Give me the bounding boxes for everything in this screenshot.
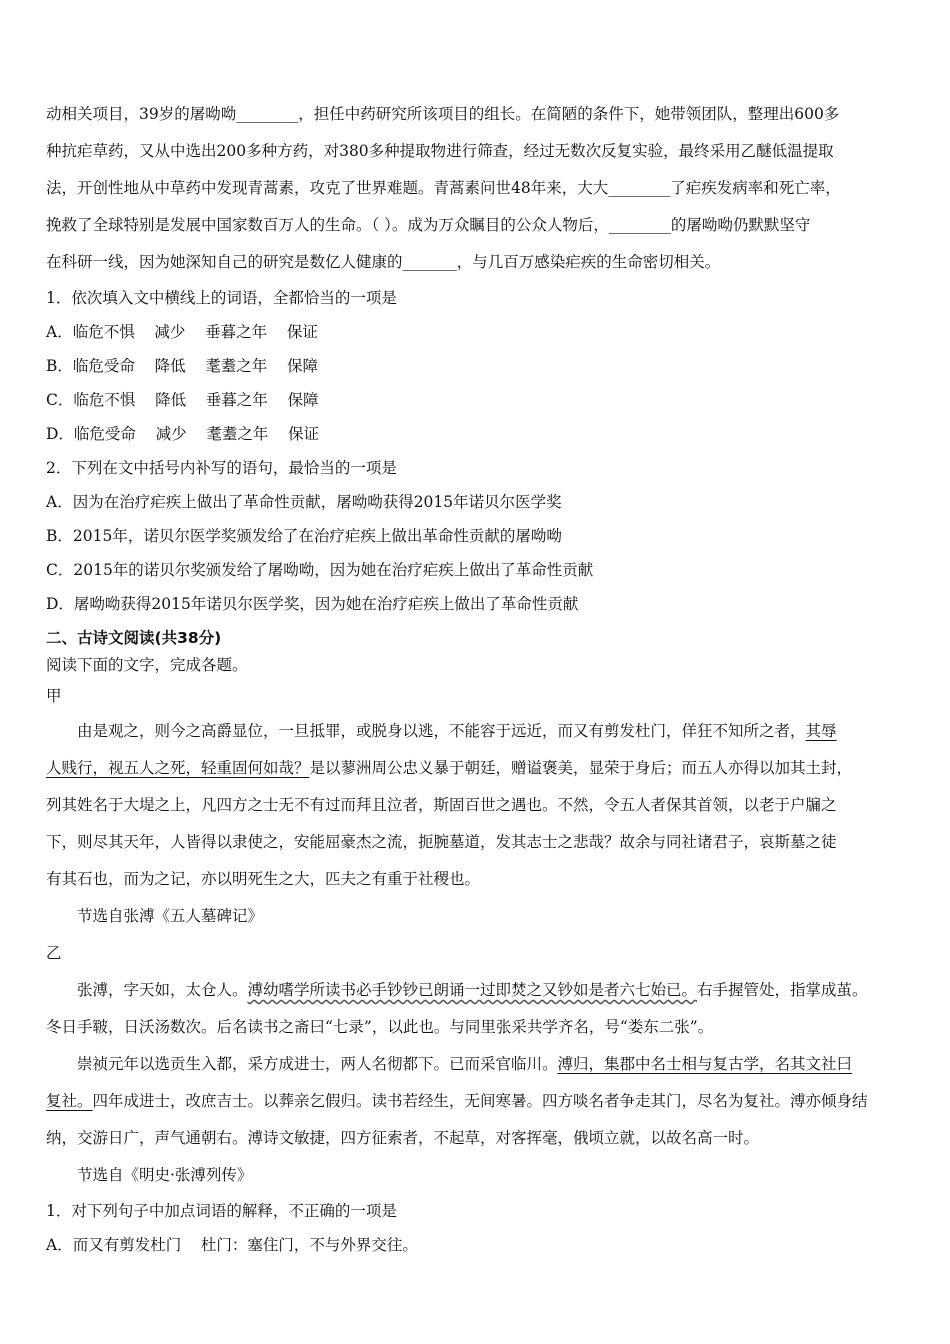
passage-line: 崇祯元年以选贡生入都，采方成进士，两人名彻都下。已而采官临川。溥归，集郡中名士相与复古学，名其文社曰 (77, 1055, 853, 1073)
classical-passage-jia (46, 713, 912, 935)
passage-line: 纳，交游日广，声气通朝右。溥诗文敏捷，四方征索者，不起草，对客挥毫，俄顷立就，以故名高一时。 (46, 1129, 760, 1147)
question-stem: 1．依次填入文中横线上的词语，全都恰当的一项是 (46, 289, 397, 307)
underlined-sentence: 人贱行，视五人之死，轻重固何如哉？ (46, 759, 310, 777)
question-stem: 1．对下列句子中加点词语的解释，不正确的一项是 (46, 1202, 397, 1220)
document-page (46, 96, 912, 1262)
option-c: C．2015年的诺贝尔奖颁发给了屠呦呦，因为她在治疗疟疾上做出了革命性贡献 (46, 561, 594, 579)
underlined-sentence: 复社。 (46, 1092, 93, 1110)
option-a: A．临危不惧 减少 垂暮之年 保证 (46, 323, 318, 341)
underlined-sentence: 其辱 (805, 722, 837, 740)
source-citation: 节选自张溥《五人墓碑记》 (77, 907, 264, 925)
passage-line: 冬日手皲，日沃汤数次。后名读书之斋曰“七录”，以此也。与同里张采共学齐名，号“娄东二张”。 (46, 1018, 714, 1036)
wavy-underlined-sentence: 溥幼嗜学所读书必手钞钞已朗诵一过即焚之又钞如是者六七始已。 (247, 981, 698, 999)
passage-line: 挽救了全球特别是发展中国家数百万人的生命。（ ）。成为万众瞩目的公众人物后，________的屠呦呦仍默默坚守 (46, 216, 811, 234)
question-2 (46, 451, 912, 621)
passage-line: 下，则尽其天年，人皆得以隶使之，安能屈豪杰之流，扼腕墓道，发其志士之悲哉？故余与同社诸君子，哀斯墓之徒 (46, 833, 837, 851)
passage-line: 动相关项目，39岁的屠呦呦________，担任中药研究所该项目的组长。在简陋的条件下，她带领团队，整理出600多 (46, 105, 840, 123)
passage-line: 在科研一线，因为她深知自己的研究是数亿人健康的_______，与几百万感染疟疾的生命密切相关。 (46, 253, 721, 271)
option-c: C．临危不惧 降低 垂暮之年 保障 (46, 391, 319, 409)
option-b: B．2015年，诺贝尔医学奖颁发给了在治疗疟疾上做出革命性贡献的屠呦呦 (46, 527, 562, 545)
text-label-jia: 甲 (46, 687, 62, 705)
option-a: A．因为在治疗疟疾上做出了革命性贡献，屠呦呦获得2015年诺贝尔医学奖 (46, 493, 562, 511)
option-d: D．屠呦呦获得2015年诺贝尔医学奖，因为她在治疗疟疾上做出了革命性贡献 (46, 595, 579, 613)
text-label-yi: 乙 (46, 944, 62, 962)
underlined-sentence: 溥归，集郡中名士相与复古学，名其文社曰 (557, 1055, 853, 1073)
question-stem: 2．下列在文中括号内补写的语句，最恰当的一项是 (46, 459, 397, 477)
section-instruction: 阅读下面的文字，完成各题。 (46, 656, 248, 674)
passage-line: 法，开创性地从中草药中发现青蒿素，攻克了世界难题。青蒿素问世48年来，大大________了疟疾发病率和死亡率， (46, 179, 841, 197)
passage-line: 有其石也，而为之记，亦以明死生之大，匹夫之有重于社稷也。 (46, 870, 481, 888)
passage-line: 人贱行，视五人之死，轻重固何如哉？是以蓼洲周公忠义暴于朝廷，赠谥褒美，显荣于身后；而五人亦得以加其土封， (46, 759, 853, 777)
passage-line: 张溥，字天如，太仓人。溥幼嗜学所读书必手钞钞已朗诵一过即焚之又钞如是者六七始已。右手握管处，指掌成茧。 (77, 981, 868, 999)
question-1 (46, 281, 912, 451)
passage-line: 列其姓名于大堤之上，凡四方之士无不有过而拜且泣者，斯固百世之遇也。不然，令五人者保其首领，以老于户牖之 (46, 796, 837, 814)
question-3 (46, 1194, 912, 1262)
passage-modern (46, 96, 912, 281)
passage-line: 复社。四年成进士，改庶吉士。以葬亲乞假归。读书若经生，无间寒暑。四方啖名者争走其门，尽名为复社。溥亦倾身结 (46, 1092, 868, 1110)
option-a: A．而又有剪发杜门 杜门：塞住门，不与外界交往。 (46, 1236, 418, 1254)
option-d: D．临危受命 减少 耄耋之年 保证 (46, 425, 320, 443)
source-citation: 节选自《明史·张溥列传》 (77, 1166, 253, 1184)
passage-line: 种抗疟草药，又从中选出200多种方药，对380多种提取物进行筛查，经过无数次反复实验，最终采用乙醚低温提取 (46, 142, 834, 160)
passage-line: 由是观之，则今之高爵显位，一旦抵罪，或脱身以逃，不能容于远近，而又有剪发杜门，佯狂不知所之者，其辱 (77, 722, 837, 740)
option-b: B．临危受命 降低 耄耋之年 保障 (46, 357, 319, 375)
section-heading: 二、古诗文阅读(共38分) (46, 629, 222, 647)
classical-passage-yi (46, 972, 912, 1194)
